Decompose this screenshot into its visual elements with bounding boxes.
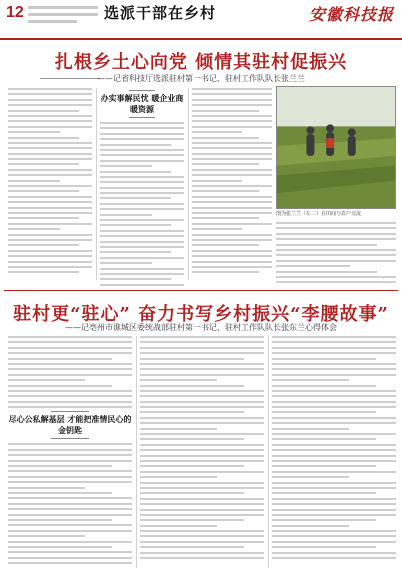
body-text-line (100, 160, 184, 162)
body-text-line (140, 460, 264, 462)
body-text-line (8, 180, 60, 182)
body-text-line (8, 541, 132, 543)
body-text-line (8, 239, 92, 241)
body-text-line (100, 176, 184, 178)
body-text-line (8, 443, 132, 445)
body-text-line (192, 239, 272, 241)
body-text-line (8, 223, 92, 225)
body-text-line (8, 201, 92, 203)
body-text-line (272, 525, 349, 527)
body-text-line (8, 110, 79, 112)
body-text-line (276, 265, 350, 267)
body-text-line (100, 273, 184, 275)
body-text-line (192, 244, 259, 246)
body-text-line (100, 257, 184, 259)
body-text-line (140, 385, 244, 387)
body-text-line (192, 212, 272, 214)
body-text-line (272, 509, 396, 511)
body-text-line (8, 336, 132, 338)
body-text-line (8, 503, 132, 505)
body-text-line (8, 401, 132, 403)
body-text-line (8, 487, 85, 489)
body-text-line (276, 276, 396, 278)
body-text-line (8, 266, 92, 268)
body-text-line (272, 401, 396, 403)
body-text-line (192, 223, 272, 225)
body-text-line (140, 422, 264, 424)
body-text-line (272, 557, 396, 559)
page-number: 12 (6, 4, 24, 21)
body-text-line (100, 268, 184, 270)
body-text-line (272, 379, 349, 381)
body-text-line (140, 347, 264, 349)
body-text-line (192, 250, 272, 252)
body-text-line (100, 235, 184, 237)
body-text-line (100, 251, 171, 253)
body-text-line (8, 271, 79, 273)
body-text-line (272, 428, 349, 430)
body-text-line (272, 406, 396, 408)
body-text-line (272, 471, 396, 473)
body-text-line (140, 444, 264, 446)
body-text-line (8, 163, 79, 165)
body-text-line (8, 519, 112, 521)
body-text-line (8, 374, 132, 376)
section-title: 选派干部在乡村 (104, 4, 217, 22)
body-text-line (276, 281, 396, 283)
body-text-line (272, 417, 396, 419)
issue-meta (28, 6, 98, 27)
body-text-line (140, 358, 244, 360)
article-2-deck: ——记亳州市谯城区委统战部驻村第一书记、驻村工作队队长张东兰心得体会 (65, 323, 337, 332)
body-text-line (8, 234, 92, 236)
article-2-headline: 驻村更“驻心” 奋力书写乡村振兴“李腰故事” (13, 304, 389, 325)
body-text-line (8, 562, 132, 564)
body-text-line (8, 120, 92, 122)
body-text-line (192, 180, 242, 182)
body-text-line (272, 341, 396, 343)
field-photo-icon (277, 87, 395, 208)
article-1-column-2 (100, 88, 184, 289)
body-text-line (140, 471, 264, 473)
body-text-line (192, 88, 272, 90)
body-text-line (272, 535, 396, 537)
body-text-line (140, 374, 264, 376)
body-text-line (8, 476, 132, 478)
body-text-line (8, 196, 92, 198)
body-text-line (8, 207, 92, 209)
body-text-line (8, 217, 79, 219)
body-text-line (140, 438, 244, 440)
body-text-line (140, 341, 264, 343)
body-text-line (8, 449, 132, 451)
body-text-line (8, 93, 92, 95)
body-text-line (272, 368, 396, 370)
body-text-line (8, 465, 112, 467)
body-text-line (8, 255, 92, 257)
body-text-line (8, 250, 92, 252)
article-1-subhead-1: 办实事解民忧 暖企业商暖资源 (100, 90, 184, 118)
body-text-line (192, 131, 242, 133)
body-text-line (272, 374, 396, 376)
body-text-line (100, 230, 184, 232)
body-text-line (140, 525, 217, 527)
body-text-line (8, 368, 132, 370)
body-text-line (192, 99, 272, 101)
body-text-line (272, 476, 349, 478)
body-text-line (100, 246, 184, 248)
article-1-headline: 扎根乡土心向党 倾情其驻村促振兴 (54, 52, 348, 73)
body-text-line (100, 171, 171, 173)
body-text-line (100, 127, 184, 129)
body-text-line (140, 449, 264, 451)
body-text-line (272, 395, 396, 397)
body-text-line (272, 552, 396, 554)
body-text-line (272, 487, 396, 489)
article-2-column-3 (272, 336, 396, 562)
body-text-line (140, 395, 264, 397)
body-text-line (192, 147, 272, 149)
body-text-line (140, 519, 244, 521)
body-text-line (272, 514, 396, 516)
body-text-line (272, 498, 396, 500)
body-text-line (8, 347, 132, 349)
body-text-line (100, 181, 184, 183)
body-text-line (140, 352, 264, 354)
body-text-line (8, 88, 92, 90)
body-text-line (140, 514, 264, 516)
body-text-line (100, 262, 152, 264)
paper-logo: 安徽科技报 (308, 5, 394, 24)
body-text-line (140, 476, 217, 478)
body-text-line (272, 422, 396, 424)
body-text-line (192, 234, 272, 236)
body-text-line (276, 249, 396, 251)
body-text-line (140, 428, 217, 430)
body-text-line (8, 341, 132, 343)
body-text-line (272, 336, 396, 338)
body-text-line (8, 385, 112, 387)
body-text-line (192, 104, 272, 106)
body-text-line (276, 238, 396, 240)
body-text-line (140, 401, 264, 403)
body-text-line (192, 120, 272, 122)
body-text-line (8, 99, 92, 101)
body-text-line (272, 519, 376, 521)
body-text-line (140, 498, 264, 500)
body-text-line (8, 190, 79, 192)
body-text-line (140, 465, 244, 467)
body-text-line (272, 390, 396, 392)
body-text-line (8, 379, 85, 381)
body-text-line (100, 203, 184, 205)
body-text-line (8, 454, 132, 456)
body-text-line (140, 336, 264, 338)
body-text-line (8, 535, 85, 537)
body-text-line (8, 406, 132, 408)
body-text-line (100, 284, 184, 286)
body-text-line (272, 465, 376, 467)
body-text-line (192, 142, 272, 144)
body-text-line (8, 169, 92, 171)
article-1-deck: ——记省科技厅选派驻村第一书记、驻村工作队队长张兰兰 (97, 74, 305, 83)
body-text-line (140, 379, 217, 381)
body-text-line (100, 197, 171, 199)
body-text-line (8, 508, 132, 510)
body-text-line (192, 115, 272, 117)
body-text-line (8, 514, 132, 516)
body-text-line (8, 524, 132, 526)
body-text-line (100, 219, 184, 221)
body-text-line (140, 433, 264, 435)
body-text-line (192, 93, 272, 95)
body-text-line (140, 406, 264, 408)
body-text-line (140, 557, 264, 559)
body-text-line (140, 535, 264, 537)
body-text-line (272, 449, 396, 451)
body-text-line (192, 153, 272, 155)
body-text-line (272, 460, 396, 462)
body-text-line (8, 492, 112, 494)
body-text-line (8, 147, 92, 149)
body-text-line (272, 455, 396, 457)
body-text-line (8, 395, 132, 397)
body-text-line (140, 541, 264, 543)
body-text-line (192, 174, 272, 176)
body-text-line (140, 503, 264, 505)
body-text-line (100, 122, 184, 124)
body-text-line (100, 208, 184, 210)
article-2-column-1 (8, 336, 132, 567)
body-text-line (272, 530, 396, 532)
body-text-line (100, 224, 171, 226)
body-text-line (192, 185, 272, 187)
body-text-line (8, 244, 79, 246)
body-text-line (192, 158, 272, 160)
article-2-subhead-1: 尽心公私解基层 才能把准情民心的金钥匙 (8, 411, 132, 439)
body-text-line (272, 492, 376, 494)
body-text-line (8, 131, 60, 133)
body-text-line (8, 358, 112, 360)
body-text-line (8, 551, 132, 553)
body-text-line (272, 438, 376, 440)
body-text-line (8, 352, 132, 354)
body-text-line (272, 433, 396, 435)
body-text-line (276, 271, 377, 273)
body-text-line (140, 552, 264, 554)
body-text-line (140, 368, 264, 370)
body-text-line (192, 217, 259, 219)
body-text-line (100, 192, 184, 194)
body-text-line (8, 363, 132, 365)
body-text-line (140, 363, 264, 365)
body-text-line (140, 417, 264, 419)
body-text-line (8, 481, 132, 483)
body-text-line (140, 509, 264, 511)
body-text-line (8, 390, 132, 392)
body-text-line (276, 233, 396, 235)
body-text-line (272, 411, 376, 413)
body-text-line (276, 260, 396, 262)
body-text-line (8, 546, 112, 548)
body-text-line (140, 390, 264, 392)
body-text-line (8, 261, 92, 263)
body-text-line (100, 149, 184, 151)
body-text-line (276, 222, 396, 224)
body-text-line (8, 153, 92, 155)
body-text-line (100, 214, 152, 216)
body-text-line (192, 196, 272, 198)
body-text-line (100, 278, 171, 280)
body-text-line (276, 244, 377, 246)
body-text-line (100, 187, 184, 189)
body-text-line (276, 227, 396, 229)
body-text-line (272, 546, 376, 548)
body-text-line (276, 254, 396, 256)
body-text-line (140, 411, 244, 413)
body-text-line (100, 241, 184, 243)
body-text-line (100, 154, 184, 156)
body-text-line (8, 115, 92, 117)
body-text-line (192, 163, 259, 165)
body-text-line (8, 104, 92, 106)
body-text-line (100, 133, 184, 135)
article-1-column-4 (276, 222, 396, 287)
body-text-line (272, 358, 376, 360)
body-text-line (8, 460, 132, 462)
body-text-line (272, 385, 376, 387)
body-text-line (140, 492, 244, 494)
body-text-line (140, 455, 264, 457)
body-text-line (192, 255, 272, 257)
body-text-line (8, 174, 92, 176)
body-text-line (192, 266, 272, 268)
body-text-line (272, 352, 396, 354)
body-text-line (192, 126, 272, 128)
body-text-line (8, 126, 92, 128)
body-text-line (272, 444, 396, 446)
article-2-column-2 (140, 336, 264, 562)
article-1-photo-caption: 图为张兰兰（左二）在田间与农户交流 (276, 211, 362, 217)
body-text-line (192, 271, 259, 273)
body-text-line (272, 541, 396, 543)
body-text-line (8, 470, 132, 472)
body-text-line (8, 557, 132, 559)
article-1-column-1 (8, 88, 92, 277)
body-text-line (192, 190, 259, 192)
article-1-column-3 (192, 88, 272, 277)
body-text-line (272, 363, 396, 365)
body-text-line (8, 137, 79, 139)
body-text-line (192, 207, 272, 209)
body-text-line (192, 110, 259, 112)
body-text-line (140, 546, 244, 548)
body-text-line (100, 138, 184, 140)
masthead (0, 0, 402, 40)
article-1-photo (276, 86, 396, 209)
body-text-line (272, 482, 396, 484)
body-text-line (192, 137, 259, 139)
body-text-line (100, 144, 171, 146)
body-text-line (140, 487, 264, 489)
body-text-line (8, 530, 132, 532)
body-text-line (8, 185, 92, 187)
body-text-line (8, 158, 92, 160)
body-text-line (272, 503, 396, 505)
body-text-line (100, 165, 152, 167)
body-text-line (8, 142, 92, 144)
body-text-line (8, 228, 60, 230)
body-text-line (8, 212, 92, 214)
body-text-line (192, 201, 272, 203)
body-text-line (8, 497, 132, 499)
body-text-line (192, 169, 272, 171)
body-text-line (272, 347, 396, 349)
body-text-line (192, 228, 242, 230)
body-text-line (140, 530, 264, 532)
body-text-line (192, 261, 272, 263)
body-text-line (140, 482, 264, 484)
